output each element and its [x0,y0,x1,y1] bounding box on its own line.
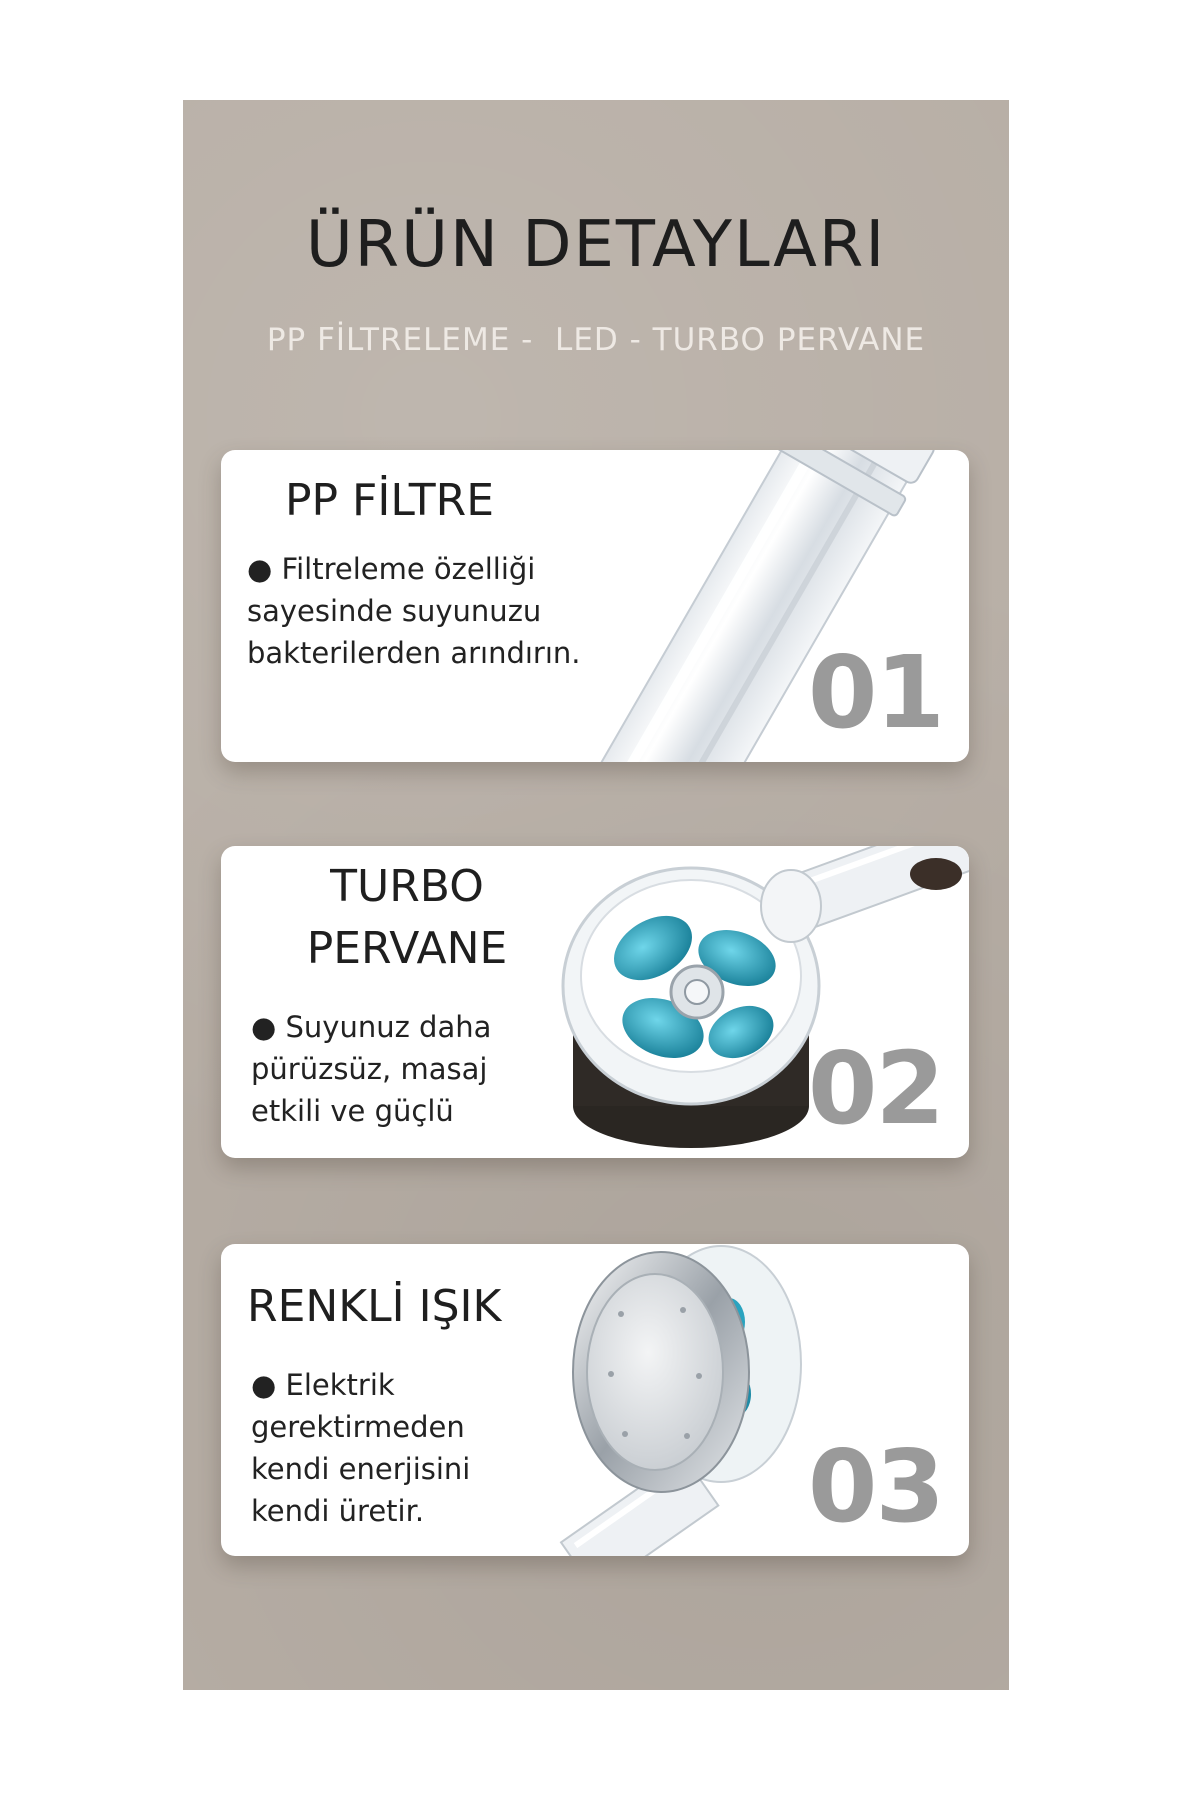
feature-card-colored-light [221,1244,969,1556]
card-number: 03 [807,1428,943,1545]
card-description: ● Elektrik gerektirmeden kendi enerjisini kendi üretir. [251,1368,471,1528]
card-description: ● Filtreleme özelliği sayesinde suyunuzu bakterilerden arındırın. [247,552,581,670]
product-details-panel [183,100,1009,1690]
card-title: RENKLİ IŞIK [247,1281,502,1332]
page-subtitle: PP FİLTRELEME - LED - TURBO PERVANE [266,322,926,358]
card-description: ● Suyunuz daha pürüzsüz, masaj etkili ve güçlü [251,1010,492,1128]
page-title: ÜRÜN DETAYLARI [305,208,887,282]
card-number: 02 [807,1030,943,1147]
feature-card-pp-filter [221,450,969,762]
card-title: PP FİLTRE [285,475,495,526]
card-number: 01 [807,634,943,751]
card-title: TURBO PERVANE [306,861,508,974]
feature-card-turbo-propeller [221,846,969,1158]
